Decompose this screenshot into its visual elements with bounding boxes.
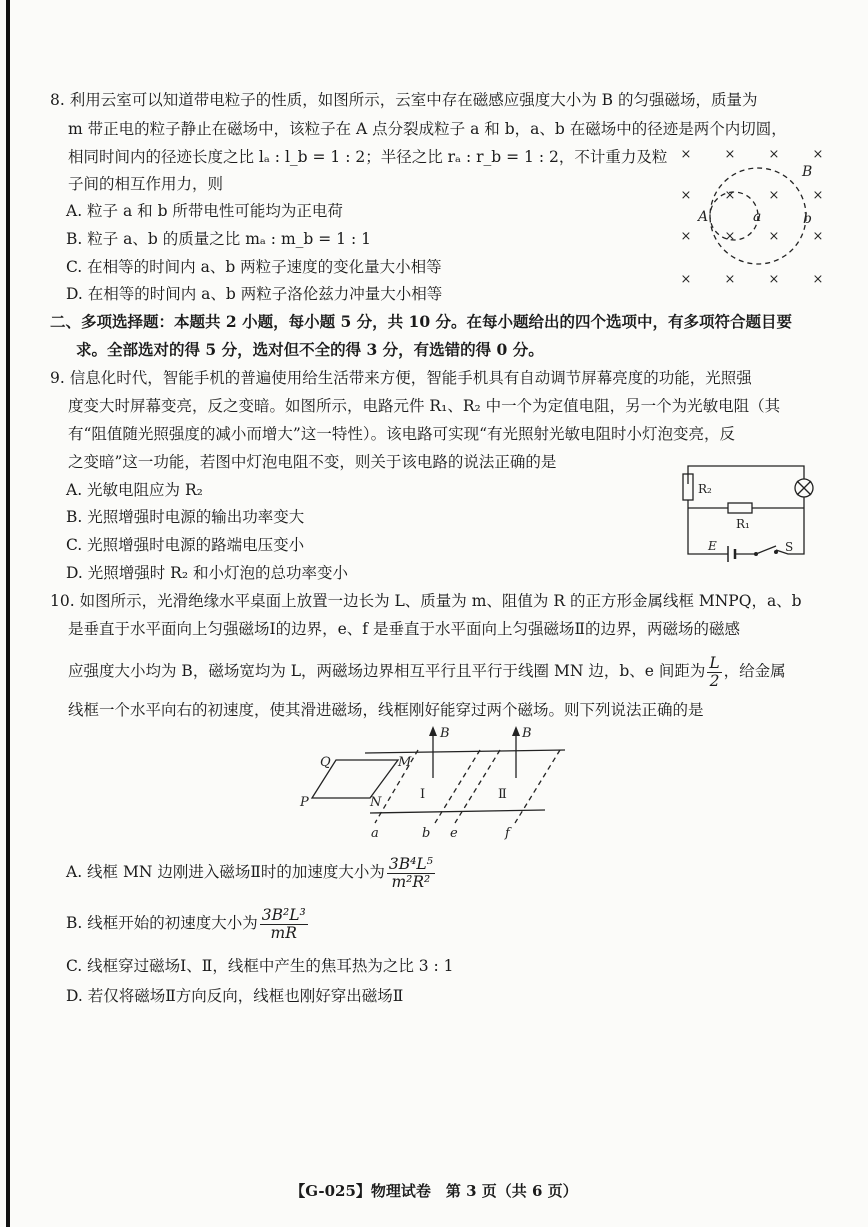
q10-line-4: 线框一个水平向右的初速度，使其滑进磁场，线框刚好能穿过两个磁场。则下列说法正确的是 xyxy=(68,701,704,719)
top-boundary xyxy=(365,750,565,753)
q10-line-1: 10. 如图所示，光滑绝缘水平桌面上放置一边长为 L、质量为 m、阻值为 R 的正方形金属线框 MNPQ，a、b xyxy=(50,592,802,610)
field-cross: × xyxy=(812,272,824,287)
bottom-boundary xyxy=(370,810,545,813)
boundary-f xyxy=(515,750,560,823)
q10-line-3-text: 应强度大小均为 B，磁场宽均为 L，两磁场边界相互平行且平行于线圈 MN 边，b、e 间距为 xyxy=(68,662,706,680)
switch-contact xyxy=(774,550,778,554)
q9-line-3: 有“阻值随光照强度的减小而增大”这一特性）。该电路可实现“有光照射光敏电阻时小灯泡变亮，反 xyxy=(68,425,736,443)
fraction-accel xyxy=(387,856,435,891)
section-2-header-line-2: 求。全部选对的得 5 分，选对但不全的得 3 分，有选错的得 0 分。 xyxy=(76,340,544,359)
fraction-numerator: 3B⁴L⁵ xyxy=(388,854,433,873)
label-b-field-2: B xyxy=(522,726,532,741)
q10-option-b xyxy=(66,903,310,943)
field-cross: × xyxy=(724,188,736,203)
fraction-l-over-2 xyxy=(707,655,721,690)
label-b: b xyxy=(803,211,812,227)
q8-option-b: B. 粒子 a、b 的质量之比 mₐ : m_b = 1 : 1 xyxy=(66,230,371,248)
fraction-numerator: L xyxy=(709,653,720,672)
label-B: B xyxy=(802,164,813,180)
label-a: a xyxy=(753,209,762,225)
q10-option-a xyxy=(66,852,437,892)
label-A: A xyxy=(698,209,709,225)
label-r1: R₁ xyxy=(736,517,750,531)
q10-option-c: C. 线框穿过磁场Ⅰ、Ⅱ，线框中产生的焦耳热为之比 3 : 1 xyxy=(66,957,454,975)
field-cross: × xyxy=(680,229,692,244)
q8-option-c: C. 在相等的时间内 a、b 两粒子速度的变化量大小相等 xyxy=(66,258,442,276)
fraction-velocity xyxy=(260,907,308,942)
field-cross: × xyxy=(768,188,780,203)
field-cross: × xyxy=(812,229,824,244)
q8-line-1: 8. 利用云室可以知道带电粒子的性质，如图所示，云室中存在磁感应强度大小为 B 的匀强磁场，质量为 xyxy=(50,91,758,109)
q8-line-3: 相同时间内的径迹长度之比 lₐ : l_b = 1 : 2；半径之比 rₐ : r_b = 1 : 2，不计重力及粒 xyxy=(68,148,668,166)
fraction-denominator: mR xyxy=(270,923,297,942)
q8-line-4: 子间的相互作用力，则 xyxy=(68,175,224,193)
arrowhead-2 xyxy=(512,726,520,736)
label-e: E xyxy=(708,539,717,553)
label-m: M xyxy=(398,755,412,770)
q9-option-c: C. 光照增强时电源的路端电压变小 xyxy=(66,536,305,554)
field-cross: × xyxy=(768,272,780,287)
label-a: a xyxy=(371,826,379,841)
q10-line-2: 是垂直于水平面向上匀强磁场Ⅰ的边界，e、f 是垂直于水平面向上匀强磁场Ⅱ的边界，两磁场的磁感 xyxy=(68,620,740,638)
arrowhead-1 xyxy=(429,726,437,736)
q10-option-a-text: A. 线框 MN 边刚进入磁场Ⅱ时的加速度大小为 xyxy=(66,863,385,881)
page-footer: 【G-025】物理试卷 第 3 页（共 6 页） xyxy=(290,1182,578,1200)
q10-magnetic-field-figure xyxy=(290,718,580,848)
field-cross: × xyxy=(680,272,692,287)
label-region-1: Ⅰ xyxy=(420,787,426,802)
q8-magnetic-field-figure xyxy=(668,138,838,290)
q9-option-a: A. 光敏电阻应为 R₂ xyxy=(66,481,203,499)
q8-option-d: D. 在相等的时间内 a、b 两粒子洛伦兹力冲量大小相等 xyxy=(66,285,443,303)
label-f: f xyxy=(505,826,510,841)
label-r2: R₂ xyxy=(698,482,712,496)
label-e: e xyxy=(450,826,458,841)
q9-line-4: 之变暗”这一功能，若图中灯泡电阻不变，则关于该电路的说法正确的是 xyxy=(68,453,557,471)
label-b: b xyxy=(422,826,431,841)
fraction-numerator: 3B²L³ xyxy=(261,905,306,924)
field-cross: × xyxy=(812,188,824,203)
field-cross: × xyxy=(768,229,780,244)
q9-line-2: 度变大时屏幕变亮，反之变暗。如图所示，电路元件 R₁、R₂ 中一个为定值电阻，另一个为光敏电阻（其 xyxy=(68,397,781,415)
label-p: P xyxy=(300,795,309,810)
field-cross: × xyxy=(724,147,736,162)
q10-line-3-tail: ，给金属 xyxy=(723,662,786,680)
label-n: N xyxy=(370,795,382,810)
field-cross: × xyxy=(768,147,780,162)
q10-option-d: D. 若仅将磁场Ⅱ方向反向，线框也刚好穿出磁场Ⅱ xyxy=(66,987,404,1005)
fraction-denominator: m²R² xyxy=(391,872,431,891)
q8-option-a: A. 粒子 a 和 b 所带电性可能均为正电荷 xyxy=(66,202,343,220)
field-cross: × xyxy=(724,229,736,244)
q9-circuit-figure xyxy=(678,460,828,565)
field-cross: × xyxy=(724,272,736,287)
label-q: Q xyxy=(320,755,331,770)
page-border xyxy=(6,0,10,1227)
fraction-denominator: 2 xyxy=(709,671,720,690)
switch-contact xyxy=(754,552,758,556)
q10-option-b-text: B. 线框开始的初速度大小为 xyxy=(66,914,258,932)
q9-option-d: D. 光照增强时 R₂ 和小灯泡的总功率变小 xyxy=(66,564,348,582)
q9-line-1: 9. 信息化时代，智能手机的普遍使用给生活带来方便，智能手机具有自动调节屏幕亮度的功能，光照强 xyxy=(50,369,752,387)
label-s: S xyxy=(785,540,794,554)
section-2-header-line-1: 二、多项选择题：本题共 2 小题，每小题 5 分，共 10 分。在每小题给出的四个选项中，有多项符合题目要 xyxy=(50,312,793,331)
resistor-r1 xyxy=(728,503,752,513)
field-cross: × xyxy=(680,188,692,203)
q10-line-3 xyxy=(68,653,786,690)
switch-blade xyxy=(756,546,776,554)
label-b-field-1: B xyxy=(440,726,450,741)
label-region-2: Ⅱ xyxy=(498,787,507,802)
field-cross: × xyxy=(812,147,824,162)
boundary-e xyxy=(455,750,500,823)
q9-option-b: B. 光照增强时电源的输出功率变大 xyxy=(66,508,305,526)
q8-line-2: m 带正电的粒子静止在磁场中，该粒子在 A 点分裂成粒子 a 和 b，a、b 在磁场中的径迹是两个内切圆， xyxy=(68,120,787,138)
field-cross: × xyxy=(680,147,692,162)
